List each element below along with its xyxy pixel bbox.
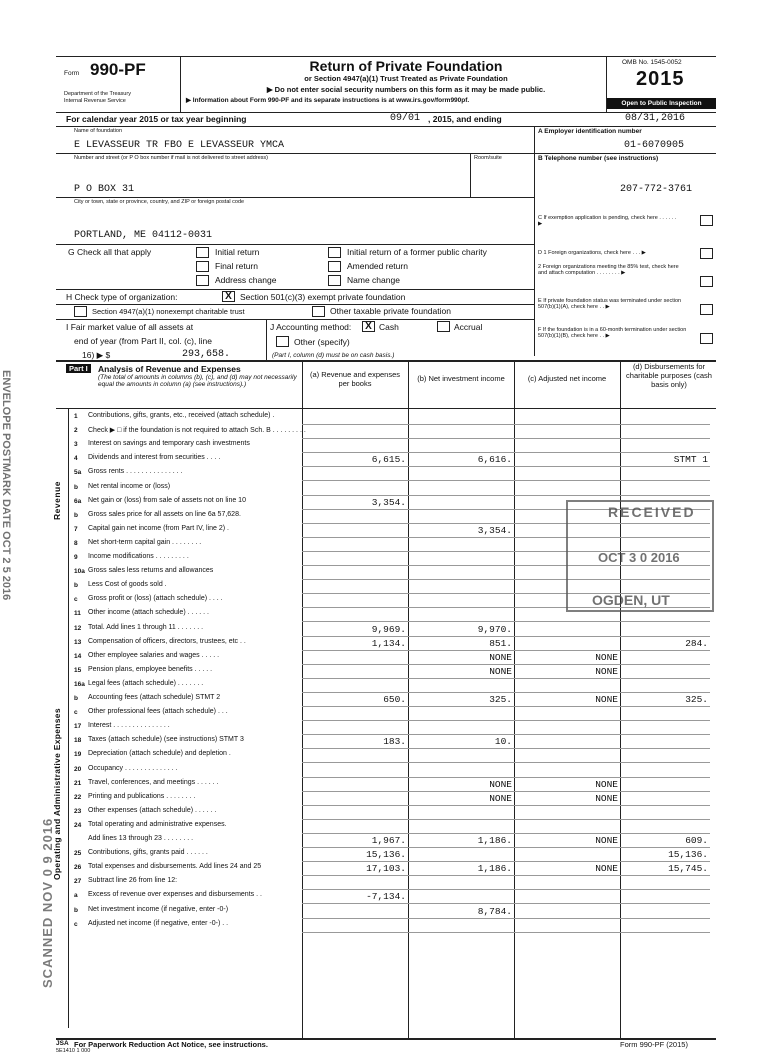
line-number: b xyxy=(74,906,78,914)
other-method-label: Other (specify) xyxy=(294,337,350,347)
f-label: F If the foundation is in a 60-month termination under section 507(b)(1)(B), check here . . ▶ xyxy=(538,327,687,340)
phone: 207-772-3761 xyxy=(620,184,693,195)
line-label: Other expenses (attach schedule) . . . . . . xyxy=(88,806,217,814)
col-a-value[interactable]: 183. xyxy=(383,736,406,748)
line-number: c xyxy=(74,920,78,928)
line-number: 16a xyxy=(74,680,85,688)
d1-label: D 1 Foreign organizations, check here . . . ▶ xyxy=(538,250,646,256)
col-a-value[interactable]: 1,134. xyxy=(371,637,406,649)
final-return-label: Final return xyxy=(215,261,258,271)
c-checkbox[interactable] xyxy=(700,215,713,226)
line-label: Total operating and administrative expenses. xyxy=(88,820,227,828)
line-label: Net rental income or (loss) xyxy=(88,482,171,490)
table-row xyxy=(56,622,710,636)
city-label: City or town, state or province, country, and ZIP or foreign postal code xyxy=(74,199,245,205)
line-number: 15 xyxy=(74,666,82,674)
line-number: 7 xyxy=(74,525,78,533)
form-subtitle: or Section 4947(a)(1) Trust Treated as Private Foundation xyxy=(304,74,508,83)
line-label: Contributions, gifts, grants paid . . . . . . xyxy=(88,849,208,857)
j-note: (Part I, column (d) must be on cash basis.) xyxy=(272,352,395,359)
line-number: 12 xyxy=(74,624,82,632)
part1-title: Analysis of Revenue and Expenses xyxy=(98,364,241,374)
line-label: Gross rents . . . . . . . . . . . . . . . xyxy=(88,468,183,476)
line-number: 6a xyxy=(74,497,82,505)
line-label: Printing and publications . . . . . . . . xyxy=(88,792,196,800)
jsa: JSA xyxy=(56,1040,69,1047)
table-row xyxy=(56,748,710,762)
ein-label: A Employer identification number xyxy=(538,128,642,135)
col-c-value[interactable]: NONE xyxy=(595,863,618,875)
col-d-value[interactable]: 15,136. xyxy=(668,849,708,861)
table-row xyxy=(56,706,710,720)
cash-label: Cash xyxy=(379,322,399,332)
table-row xyxy=(56,481,710,495)
col-b-header: (b) Net investment income xyxy=(417,374,505,383)
info-notice: ▶ Information about Form 990-PF and its separate instructions is at www.irs.gov/form990pf. xyxy=(186,97,470,104)
department: Department of the Treasury xyxy=(64,91,131,97)
open-to-public: Open to Public Inspection xyxy=(607,98,716,109)
line-number: 22 xyxy=(74,793,82,801)
line-label: Capital gain net income (from Part IV, line 2) . xyxy=(88,524,229,532)
line-label: Gross profit or (loss) (attach schedule) . . . . xyxy=(88,595,223,603)
table-row xyxy=(56,861,710,875)
line-number: c xyxy=(74,709,78,717)
table-row xyxy=(56,664,710,678)
jsa-code: 5E1410 1 000 xyxy=(56,1048,91,1054)
col-a-header: (a) Revenue and expenses per books xyxy=(309,370,401,388)
col-b-value[interactable]: 9,970. xyxy=(477,623,512,635)
col-b-value[interactable]: 8,784. xyxy=(477,905,512,917)
line-label: Pension plans, employee benefits . . . . . xyxy=(88,665,213,673)
amended-return-label: Amended return xyxy=(347,261,408,271)
initial-return-checkbox[interactable] xyxy=(196,247,209,258)
final-return-checkbox[interactable] xyxy=(196,261,209,272)
line-label: Gross sales less returns and allowances xyxy=(88,567,214,575)
h-4947-label: Section 4947(a)(1) nonexempt charitable trust xyxy=(92,307,245,316)
e-label: E If private foundation status was terminated under section 507(b)(1)(A), check here . . ▶ xyxy=(538,298,682,311)
ein: 01-6070905 xyxy=(624,140,685,151)
table-row xyxy=(56,763,710,777)
table-row xyxy=(56,889,710,903)
line-label: Income modifications . . . . . . . . . xyxy=(88,553,189,560)
table-row xyxy=(56,875,710,889)
d1-checkbox[interactable] xyxy=(700,248,713,259)
e-checkbox[interactable] xyxy=(700,304,713,315)
col-a-value[interactable]: 3,354. xyxy=(371,496,406,508)
line-label: Travel, conferences, and meetings . . . . . . xyxy=(88,778,219,786)
line-number: 1 xyxy=(74,413,78,420)
address-change-label: Address change xyxy=(215,275,277,285)
d2-label: 2 Foreign organizations meeting the 85% test, check here and attach computation . . . . . . . . ▶ xyxy=(538,264,679,277)
name-change-checkbox[interactable] xyxy=(328,275,341,286)
col-c-value[interactable]: NONE xyxy=(595,694,618,705)
line-label: Accounting fees (attach schedule) STMT 2 xyxy=(88,694,221,701)
col-a-value[interactable]: -7,134. xyxy=(366,891,406,903)
col-c-header: (c) Adjusted net income xyxy=(527,374,607,383)
line-label: Total expenses and disbursements. Add lines 24 and 25 xyxy=(88,863,262,871)
line-label: Adjusted net income (if negative, enter -0-) . . xyxy=(88,919,229,927)
line-number: b xyxy=(74,483,78,491)
line-label: Gross sales price for all assets on line 6a 57,628. xyxy=(88,510,241,518)
form-title: Return of Private Foundation xyxy=(309,58,503,74)
col-a-value[interactable]: 15,136. xyxy=(366,849,406,861)
col-a-value[interactable]: 1,967. xyxy=(371,835,406,846)
received-date: OCT 3 0 2016 xyxy=(598,550,680,565)
table-row xyxy=(56,918,710,932)
line-number: 5a xyxy=(74,469,82,477)
line-label: Less Cost of goods sold . xyxy=(88,581,167,589)
name-change-label: Name change xyxy=(347,275,400,285)
col-b-value[interactable]: NONE xyxy=(489,665,512,677)
col-b-value[interactable]: 10. xyxy=(494,736,512,748)
h-other-checkbox[interactable] xyxy=(312,306,325,317)
col-b-value[interactable]: NONE xyxy=(489,792,512,804)
received-stamp xyxy=(566,500,714,612)
col-c-value[interactable]: NONE xyxy=(595,792,618,804)
col-a-value[interactable]: 6,615. xyxy=(371,454,406,466)
line-number: 14 xyxy=(74,652,82,660)
table-row xyxy=(56,636,710,650)
col-d-value[interactable]: STMT 1 xyxy=(673,454,708,466)
line-number: 24 xyxy=(74,821,82,829)
room-label: Room/suite xyxy=(474,155,502,161)
form-word: Form xyxy=(64,70,80,77)
table-row xyxy=(56,847,710,861)
postmark-stamp: ENVELOPE POSTMARK DATE OCT 2 5 2016 xyxy=(0,370,12,601)
line-number: 11 xyxy=(74,610,81,618)
table-row xyxy=(56,650,710,664)
table-row xyxy=(56,678,710,692)
g-label: G Check all that apply xyxy=(68,247,152,257)
line-label: Legal fees (attach schedule) . . . . . . . xyxy=(88,679,204,687)
col-b-value[interactable]: 1,186. xyxy=(477,863,512,875)
h-label: H Check type of organization: xyxy=(66,292,178,302)
table-row xyxy=(56,734,710,748)
line-label: Check ▶ □ if the foundation is not required to attach Sch. B . . . . . . . . . xyxy=(88,427,306,435)
tax-year-begin: 09/01 xyxy=(390,113,421,124)
col-b-value[interactable]: 325. xyxy=(489,694,512,705)
table-row xyxy=(56,805,710,819)
line-label: Subtract line 26 from line 12: xyxy=(88,877,178,885)
i-line3: 16) ▶ $ xyxy=(82,350,111,360)
col-b-value[interactable]: 1,186. xyxy=(477,835,512,846)
ogden-word: OGDEN, UT xyxy=(592,592,670,608)
line-number: 19 xyxy=(74,751,82,759)
f-checkbox[interactable] xyxy=(700,333,713,344)
line-number: b xyxy=(74,511,78,519)
table-row xyxy=(56,452,710,466)
other-method-checkbox[interactable] xyxy=(276,336,289,347)
col-b-value[interactable]: NONE xyxy=(489,778,512,790)
c-label: C If exemption application is pending, check here . . . . . . ▶ xyxy=(538,215,677,228)
name-label: Name of foundation xyxy=(74,128,123,134)
line-label: Interest on savings and temporary cash investments xyxy=(88,440,250,448)
address-change-checkbox[interactable] xyxy=(196,275,209,286)
calendar-mid: , 2015, and ending xyxy=(428,114,502,124)
line-label: Other income (attach schedule) . . . . . . xyxy=(88,609,209,617)
amended-return-checkbox[interactable] xyxy=(328,261,341,272)
h-other-label: Other taxable private foundation xyxy=(330,306,451,316)
tax-year: 2015 xyxy=(636,68,685,90)
line-number: b xyxy=(74,695,78,702)
col-c-value[interactable]: NONE xyxy=(595,778,618,790)
table-row xyxy=(56,410,710,424)
tax-year-end: 08/31,2016 xyxy=(625,113,686,124)
initial-former-label: Initial return of a former public charity xyxy=(347,247,487,257)
initial-return-label: Initial return xyxy=(215,247,260,257)
line-number: 9 xyxy=(74,554,78,561)
j-label: J Accounting method: xyxy=(270,322,352,332)
col-b-value[interactable]: 851. xyxy=(489,637,512,649)
accrual-checkbox[interactable] xyxy=(437,321,450,332)
line-number: a xyxy=(74,892,78,900)
irs-name: Internal Revenue Service xyxy=(64,98,126,104)
table-row xyxy=(56,904,710,918)
line-label: Depreciation (attach schedule) and depletion . xyxy=(88,750,231,758)
line-label: Other employee salaries and wages . . . . . xyxy=(88,651,220,659)
line-number: 25 xyxy=(74,850,82,858)
line-label: Net short-term capital gain . . . . . . . . xyxy=(88,538,202,546)
received-word: RECEIVED xyxy=(608,504,696,520)
line-number: 3 xyxy=(74,441,78,449)
line-number: 26 xyxy=(74,864,82,872)
ssn-notice: ▶ Do not enter social security numbers on this form as it may be made public. xyxy=(266,85,546,94)
line-number: 4 xyxy=(74,455,78,463)
table-row xyxy=(56,720,710,734)
line-number: c xyxy=(74,596,78,604)
table-row xyxy=(56,692,710,706)
line-number: 17 xyxy=(74,723,82,731)
side-expenses: Operating and Administrative Expenses xyxy=(52,708,62,880)
col-c-value[interactable]: NONE xyxy=(595,835,618,846)
line-number: 23 xyxy=(74,807,82,815)
row-divider xyxy=(302,932,710,933)
col-d-value[interactable]: 15,745. xyxy=(668,863,708,875)
line-number: 8 xyxy=(74,539,78,547)
line-number: 10a xyxy=(74,568,85,576)
line-label: Occupancy . . . . . . . . . . . . . . xyxy=(88,764,178,772)
line-label: Net gain or (loss) from sale of assets not on line 10 xyxy=(88,496,246,504)
col-a-value[interactable]: 650. xyxy=(383,694,406,705)
table-row xyxy=(56,833,710,847)
accrual-label: Accrual xyxy=(454,322,483,332)
calendar-label: For calendar year 2015 or tax year beginning xyxy=(66,114,247,124)
street: P O BOX 31 xyxy=(74,184,135,195)
col-d-header: (d) Disbursements for charitable purposes (cash basis only) xyxy=(626,362,712,389)
line-number: 21 xyxy=(74,779,82,787)
city: PORTLAND, ME 04112-0031 xyxy=(74,230,213,241)
table-row xyxy=(56,791,710,805)
line-number: 2 xyxy=(74,427,78,435)
line-number: 18 xyxy=(74,737,82,745)
line-label: Interest . . . . . . . . . . . . . . . xyxy=(88,722,170,730)
form-ref: Form 990-PF (2015) xyxy=(620,1040,688,1049)
i-line1: I Fair market value of all assets at xyxy=(66,322,194,332)
line-number: 20 xyxy=(74,765,82,773)
h-501c3-checkbox[interactable]: X xyxy=(222,291,235,302)
line-number: 13 xyxy=(74,638,82,646)
col-b-value[interactable]: 6,616. xyxy=(477,454,512,466)
i-line2: end of year (from Part II, col. (c), line xyxy=(74,336,212,346)
line-label: Total. Add lines 1 through 11 . . . . . . . xyxy=(88,623,204,631)
line-label: Net investment income (if negative, enter -0-) xyxy=(88,905,229,913)
line-label: Contributions, gifts, grants, etc., received (attach schedule) . xyxy=(88,412,275,419)
col-c-value[interactable]: NONE xyxy=(595,665,618,677)
d2-checkbox[interactable] xyxy=(700,276,713,287)
line-label: Excess of revenue over expenses and disbursements . . xyxy=(88,891,262,899)
table-row xyxy=(56,424,710,438)
table-row xyxy=(56,777,710,791)
omb-number: OMB No. 1545-0052 xyxy=(622,59,682,66)
part1-tag: Part I xyxy=(66,364,91,373)
part1-desc: (The total of amounts in columns (b), (c), and (d) may not necessarily equal the amounts in column (a) (see instructions).) xyxy=(98,374,297,389)
line-number: 27 xyxy=(74,878,82,886)
col-a-value[interactable]: 17,103. xyxy=(366,863,406,875)
phone-label: B Telephone number (see instructions) xyxy=(538,155,659,162)
table-row xyxy=(56,466,710,480)
scanned-stamp: SCANNED NOV 0 9 2016 xyxy=(40,817,55,988)
foundation-name: E LEVASSEUR TR FBO E LEVASSEUR YMCA xyxy=(74,140,285,151)
cash-checkbox[interactable]: X xyxy=(362,321,375,332)
form-number: 990-PF xyxy=(90,60,146,79)
initial-former-checkbox[interactable] xyxy=(328,247,341,258)
col-a-value[interactable]: 9,969. xyxy=(371,623,406,635)
col-d-value[interactable]: 284. xyxy=(685,637,708,649)
side-revenue: Revenue xyxy=(52,481,62,520)
line-label: Dividends and interest from securities . . . . xyxy=(88,454,221,462)
street-label: Number and street (or P O box number if mail is not delivered to street address) xyxy=(74,155,269,161)
paperwork-notice: For Paperwork Reduction Act Notice, see instructions. xyxy=(74,1040,268,1049)
table-row xyxy=(56,819,710,833)
col-d-value[interactable]: 609. xyxy=(685,835,708,846)
line-label: Taxes (attach schedule) (see instructions) STMT 3 xyxy=(88,736,244,744)
h-501c3-label: Section 501(c)(3) exempt private foundation xyxy=(240,292,406,302)
table-row xyxy=(56,438,710,452)
col-b-value[interactable]: 3,354. xyxy=(477,524,512,536)
fair-market-value: 293,658. xyxy=(182,349,231,360)
line-label: Compensation of officers, directors, trustees, etc . . xyxy=(88,637,246,645)
line-label: Other professional fees (attach schedule) . . . xyxy=(88,708,228,716)
col-b-value[interactable]: NONE xyxy=(489,651,512,663)
col-c-value[interactable]: NONE xyxy=(595,651,618,663)
h-4947-checkbox[interactable] xyxy=(74,306,87,317)
line-number: b xyxy=(74,582,78,590)
col-d-value[interactable]: 325. xyxy=(685,694,708,705)
line-label: Add lines 13 through 23 . . . . . . . . xyxy=(88,835,194,842)
